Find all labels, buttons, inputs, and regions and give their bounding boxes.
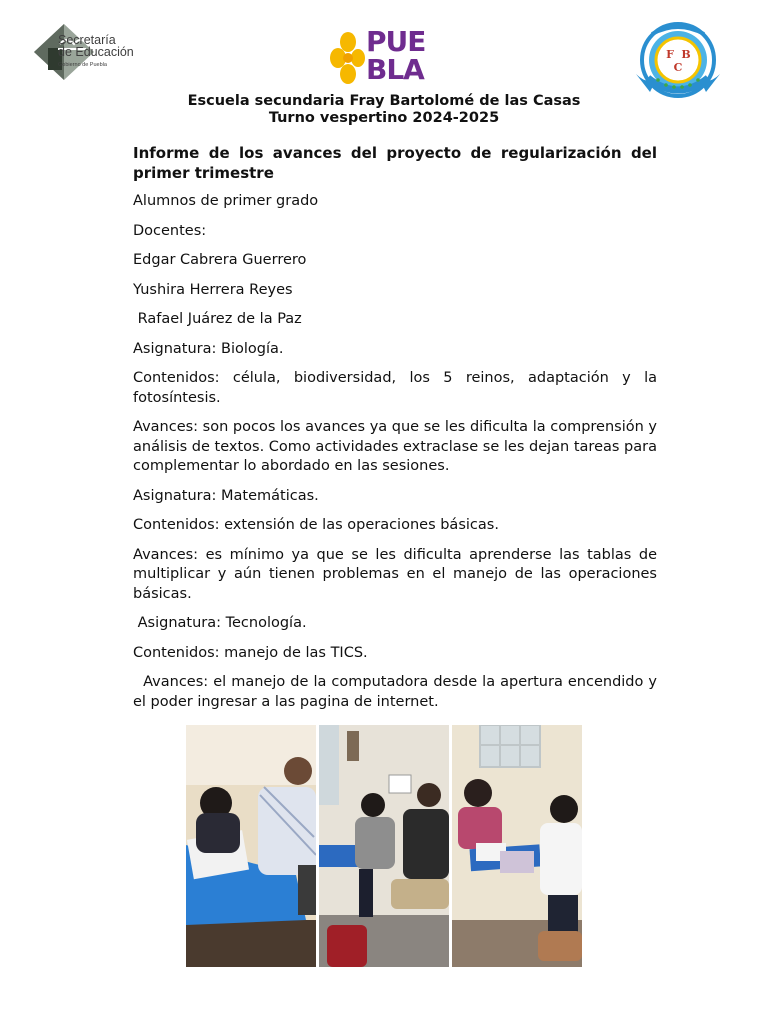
contents-technology: Contenidos: manejo de las TICS. xyxy=(133,644,368,661)
contents-math: Contenidos: extensión de las operaciones básicas. xyxy=(133,517,499,533)
subject-math: Asignatura: Matemáticas. xyxy=(133,487,319,504)
teacher-name: Rafael Juárez de la Paz xyxy=(133,311,302,327)
report-body xyxy=(133,143,662,722)
progress-math: Avances: es mínimo ya que se les dificulta aprenderse las tablas de multiplicar y aún tienen problemas en el manejo de las operaciones básicas. xyxy=(133,546,657,602)
document-header xyxy=(0,93,768,127)
seal-letter-f: F xyxy=(666,48,674,61)
classroom-photos xyxy=(186,725,582,967)
seal-letter-c: C xyxy=(673,61,683,74)
school-name: Escuela secundaria Fray Bartolomé de las Casas xyxy=(187,93,581,109)
school-seal-icon xyxy=(634,22,722,102)
teacher-name: Edgar Cabrera Guerrero xyxy=(133,252,307,268)
sep-line-2: de Educación xyxy=(58,45,134,59)
subject-biology: Asignatura: Biología. xyxy=(133,340,284,357)
puebla-logo-text xyxy=(366,25,426,86)
puebla-line-2: BLA xyxy=(366,53,424,86)
subject-technology: Asignatura: Tecnología. xyxy=(133,615,307,631)
report-teachers-label: Docentes: xyxy=(133,222,207,239)
progress-technology: Avances: el manejo de la computadora desde la apertura encendido y el poder ingresar a las pagina de internet. xyxy=(133,674,662,710)
puebla-line-1: PUE xyxy=(366,25,426,58)
classroom-photo-2 xyxy=(319,725,449,967)
teacher-name: Yushira Herrera Reyes xyxy=(133,281,293,298)
report-title: Informe de los avances del proyecto de regularización del primer trimestre xyxy=(133,144,657,182)
sep-line-3: Gobierno de Puebla xyxy=(58,62,107,68)
sep-line-1: Secretaría xyxy=(58,33,116,47)
progress-biology: Avances: son pocos los avances ya que se les dificulta la comprensión y análisis de textos. Como actividades extraclase se les dejan tareas para complementar lo abordado en las sesiones. xyxy=(133,419,657,474)
sep-logo-text xyxy=(58,34,134,71)
seal-letter-b: B xyxy=(681,48,691,61)
classroom-photo-3 xyxy=(452,725,582,967)
report-grade: Alumnos de primer grado xyxy=(133,193,319,209)
contents-biology: Contenidos: célula, biodiversidad, los 5 reinos, adaptación y la fotosíntesis. xyxy=(133,370,657,406)
school-shift: Turno vespertino 2024-2025 xyxy=(268,110,500,126)
classroom-photo-1 xyxy=(186,725,316,967)
